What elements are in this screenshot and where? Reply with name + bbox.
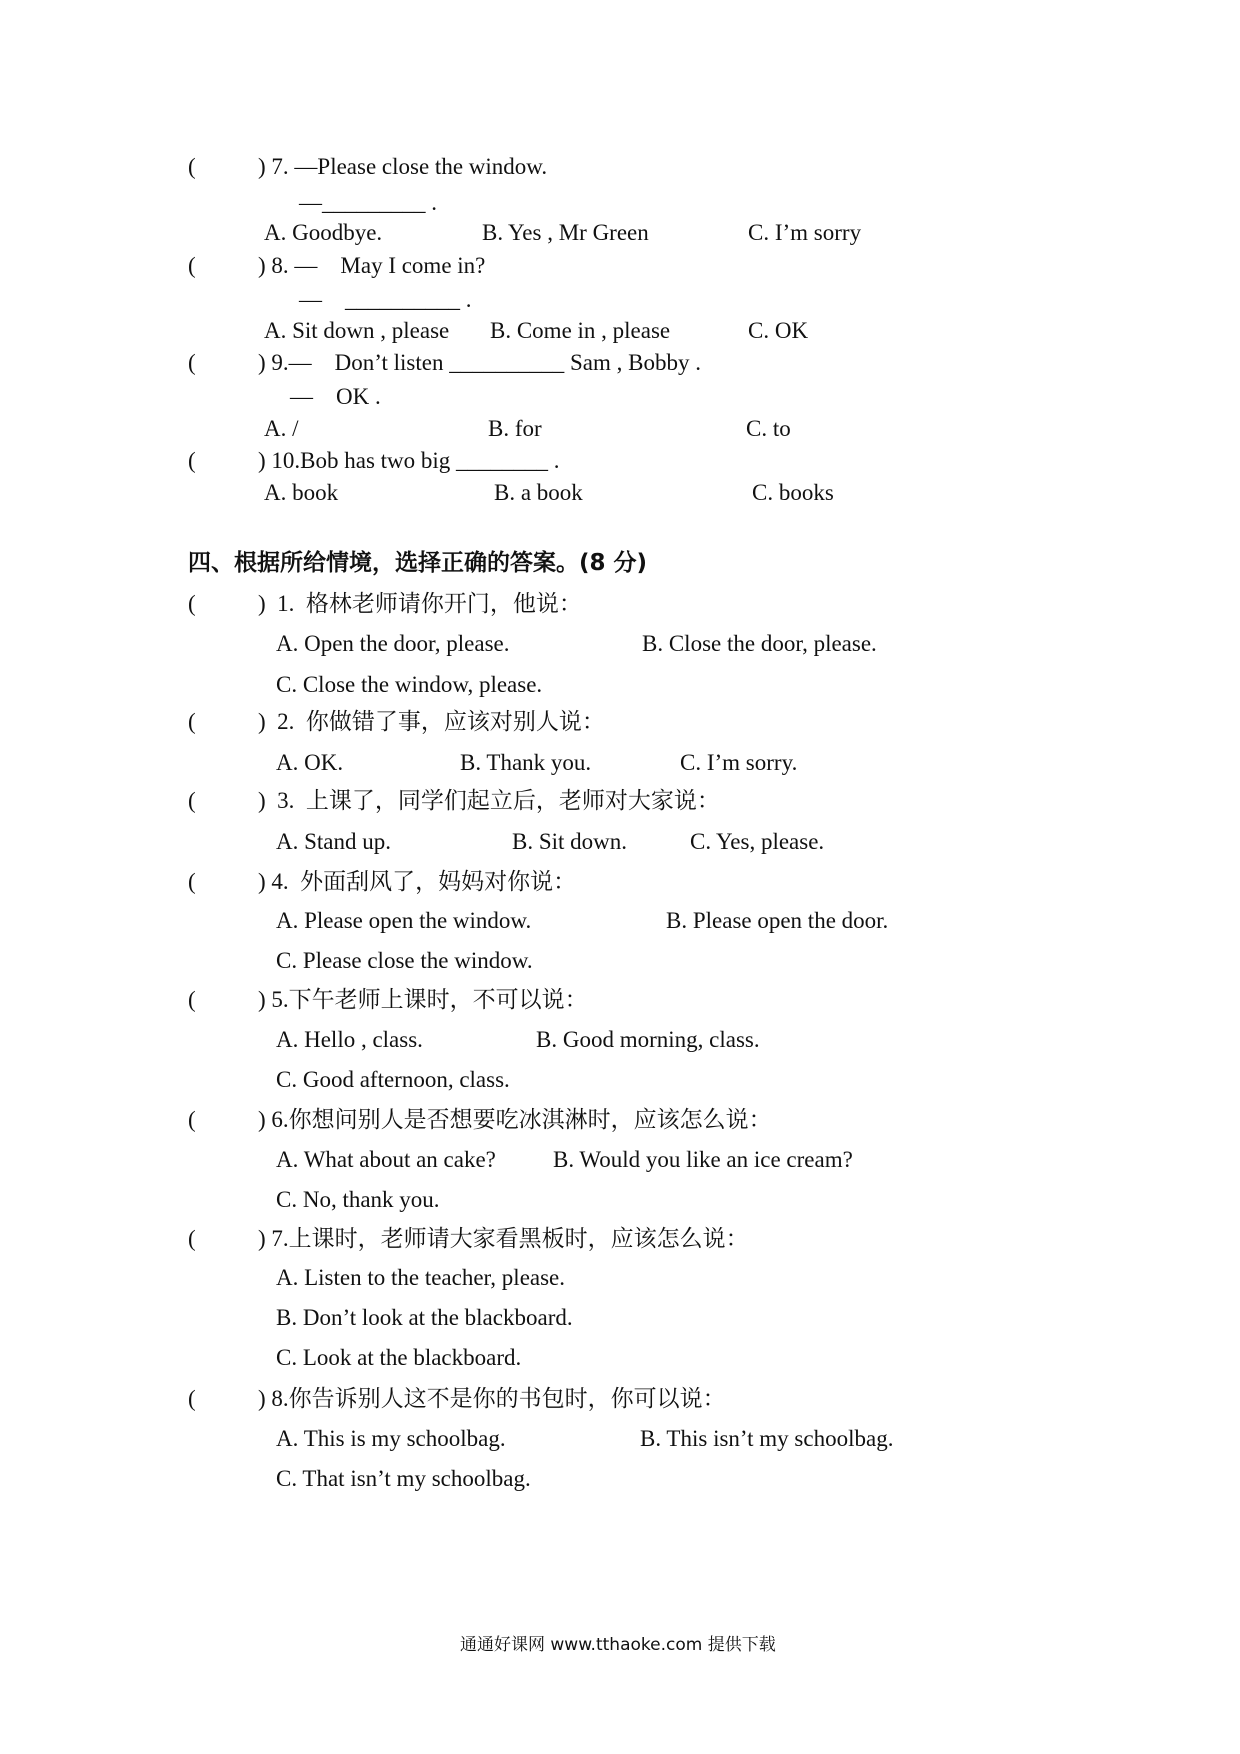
question-4-1-option-c: C. Close the window, please. — [276, 672, 543, 697]
question-4-7-option-c: C. Look at the blackboard. — [276, 1345, 522, 1370]
question-4-4-option-b: B. Please open the door. — [666, 908, 889, 933]
question-3-7-stem: ) 7. —Please close the window. — [258, 154, 548, 179]
question-4-5-option-c: C. Good afternoon, class. — [276, 1067, 510, 1092]
question-4-4-stem: ) 4. 外面刮风了，妈妈对你说： — [258, 869, 577, 894]
question-4-3-paren: ( — [188, 788, 196, 813]
question-4-8-option-c: C. That isn’t my schoolbag. — [276, 1466, 531, 1491]
question-4-8-paren: ( — [188, 1386, 196, 1411]
question-3-9-option-b: B. for — [488, 416, 542, 441]
question-4-3-option-a: A. Stand up. — [276, 829, 391, 854]
question-4-2-stem: ) 2. 你做错了事，应该对别人说： — [258, 709, 605, 734]
question-3-9-reply: — OK . — [290, 384, 381, 409]
question-3-10-option-a: A. book — [264, 480, 339, 505]
question-3-9-option-c: C. to — [746, 416, 791, 441]
question-4-1-option-a: A. Open the door, please. — [276, 631, 510, 656]
question-4-3-stem: ) 3. 上课了，同学们起立后，老师对大家说： — [258, 788, 720, 813]
question-3-7-option-b: B. Yes , Mr Green — [482, 220, 649, 245]
question-3-7-option-a: A. Goodbye. — [264, 220, 383, 245]
question-3-9-stem: ) 9.— Don’t listen __________ Sam , Bobby . — [258, 350, 701, 375]
question-4-2-option-c: C. I’m sorry. — [680, 750, 798, 775]
question-4-7-option-a: A. Listen to the teacher, please. — [276, 1265, 566, 1290]
question-3-7-paren: ( — [188, 154, 196, 179]
question-3-10-option-c: C. books — [752, 480, 834, 505]
question-4-8-option-a: A. This is my schoolbag. — [276, 1426, 506, 1451]
question-3-10-option-b: B. a book — [494, 480, 583, 505]
question-3-7-option-c: C. I’m sorry — [748, 220, 862, 245]
question-4-5-option-a: A. Hello , class. — [276, 1027, 423, 1052]
question-4-8-stem: ) 8.你告诉别人这不是你的书包时，你可以说： — [258, 1386, 726, 1411]
question-4-5-option-b: B. Good morning, class. — [536, 1027, 760, 1052]
question-3-8-paren: ( — [188, 253, 196, 278]
question-3-10-stem: ) 10.Bob has two big ________ . — [258, 448, 560, 473]
question-4-5-stem: ) 5.下午老师上课时，不可以说： — [258, 987, 588, 1012]
question-3-8-option-b: B. Come in , please — [490, 318, 671, 343]
question-4-4-option-c: C. Please close the window. — [276, 948, 533, 973]
question-3-8-stem: ) 8. — May I come in? — [258, 253, 486, 278]
page-footer: 通通好课网 www.tthaoke.com 提供下载 — [460, 1635, 776, 1655]
question-4-4-paren: ( — [188, 869, 196, 894]
question-3-8-option-a: A. Sit down , please — [264, 318, 450, 343]
question-4-5-paren: ( — [188, 987, 196, 1012]
question-4-2-option-b: B. Thank you. — [460, 750, 592, 775]
question-4-6-stem: ) 6.你想问别人是否想要吃冰淇淋时，应该怎么说： — [258, 1107, 772, 1132]
question-4-7-paren: ( — [188, 1226, 196, 1251]
question-4-2-paren: ( — [188, 709, 196, 734]
question-4-1-paren: ( — [188, 591, 196, 616]
question-4-6-paren: ( — [188, 1107, 196, 1132]
question-4-8-option-b: B. This isn’t my schoolbag. — [640, 1426, 894, 1451]
section-title: 四、根据所给情境，选择正确的答案。(8 分) — [188, 550, 648, 576]
question-4-6-option-b: B. Would you like an ice cream? — [553, 1147, 853, 1172]
question-4-3-option-b: B. Sit down. — [512, 829, 628, 854]
question-4-2-option-a: A. OK. — [276, 750, 344, 775]
question-4-6-option-c: C. No, thank you. — [276, 1187, 440, 1212]
question-4-7-option-b: B. Don’t look at the blackboard. — [276, 1305, 573, 1330]
question-4-3-option-c: C. Yes, please. — [690, 829, 825, 854]
question-4-1-option-b: B. Close the door, please. — [642, 631, 877, 656]
question-4-7-stem: ) 7.上课时，老师请大家看黑板时，应该怎么说： — [258, 1226, 749, 1251]
question-3-8-reply: — __________ . — [299, 287, 472, 312]
question-3-9-option-a: A. / — [264, 416, 299, 441]
question-4-4-option-a: A. Please open the window. — [276, 908, 532, 933]
question-3-7-reply: —_________ . — [299, 190, 437, 215]
question-3-8-option-c: C. OK — [748, 318, 809, 343]
question-4-6-option-a: A. What about an cake? — [276, 1147, 496, 1172]
question-3-10-paren: ( — [188, 448, 196, 473]
question-4-1-stem: ) 1. 格林老师请你开门，他说： — [258, 591, 582, 616]
question-3-9-paren: ( — [188, 350, 196, 375]
